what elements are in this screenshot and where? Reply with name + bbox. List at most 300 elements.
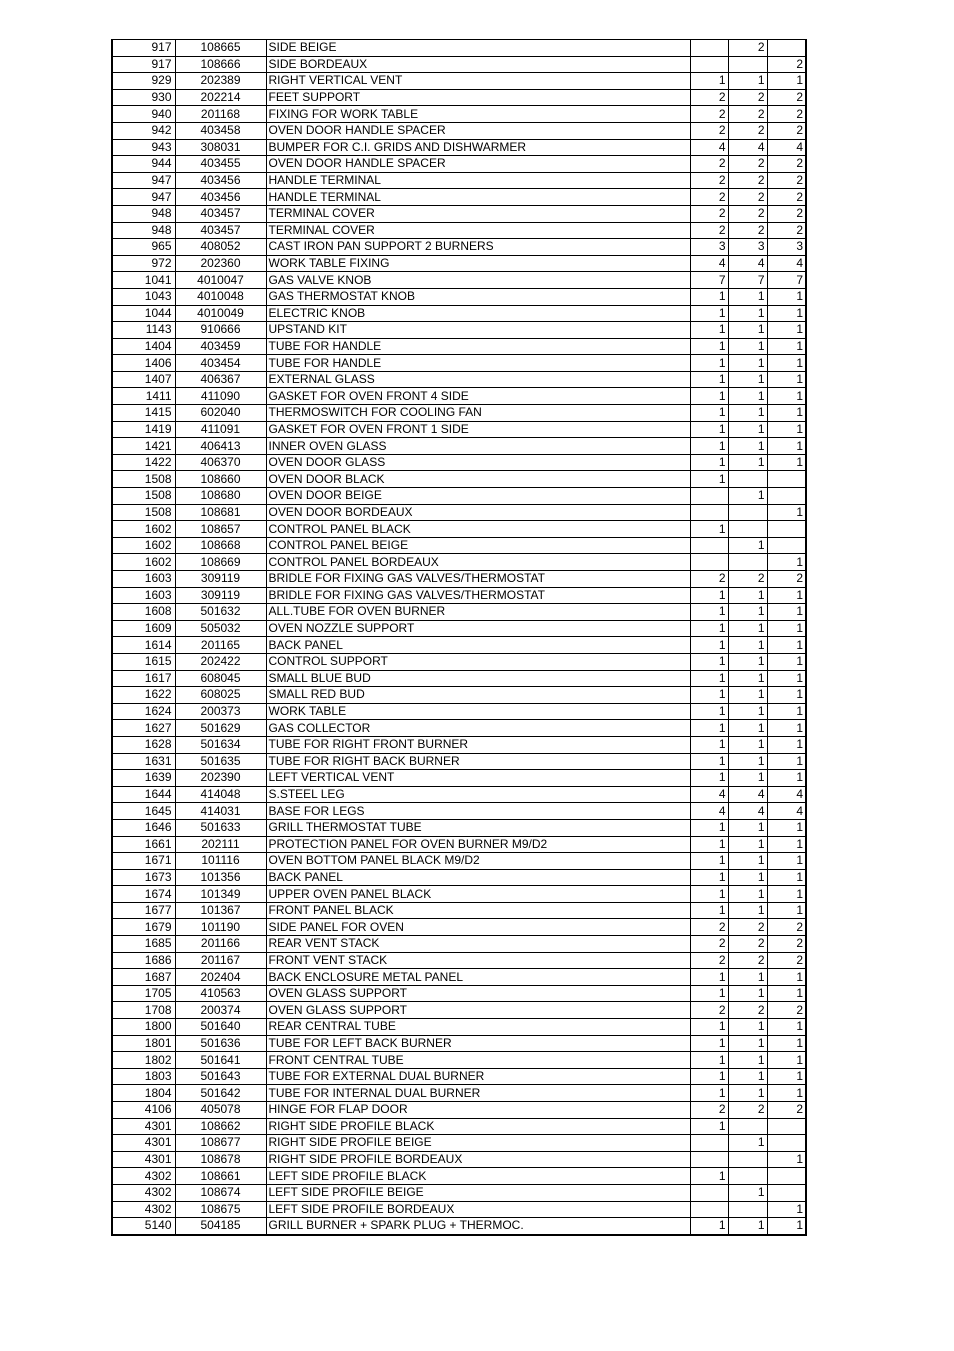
qty-bordeaux-cell: 1 xyxy=(767,1052,806,1069)
ref-number-cell: 1419 xyxy=(112,421,175,438)
qty-bordeaux-cell: 1 xyxy=(767,869,806,886)
table-row xyxy=(112,122,806,139)
qty-bordeaux-cell: 2 xyxy=(767,1002,806,1019)
qty-bordeaux-cell: 1 xyxy=(767,604,806,621)
ref-number-cell: 1407 xyxy=(112,371,175,388)
part-code-cell: 309119 xyxy=(175,571,266,588)
table-row xyxy=(112,886,806,903)
description-cell: TERMINAL COVER xyxy=(266,222,690,239)
part-code-cell: 201167 xyxy=(175,952,266,969)
description-cell: TUBE FOR HANDLE xyxy=(266,338,690,355)
qty-beige-cell: 1 xyxy=(728,405,767,422)
ref-number-cell: 917 xyxy=(112,40,175,57)
ref-number-cell: 4302 xyxy=(112,1184,175,1201)
description-cell: FRONT CENTRAL TUBE xyxy=(266,1052,690,1069)
description-cell: GRILL BURNER + SPARK PLUG + THERMOC. xyxy=(266,1218,690,1235)
part-code-cell: 202360 xyxy=(175,255,266,272)
qty-beige-cell: 1 xyxy=(728,288,767,305)
qty-beige-cell: 4 xyxy=(728,255,767,272)
qty-bordeaux-cell: 7 xyxy=(767,272,806,289)
qty-black-cell: 1 xyxy=(690,687,728,704)
qty-beige-cell: 1 xyxy=(728,853,767,870)
description-cell: FRONT VENT STACK xyxy=(266,952,690,969)
part-code-cell: 202390 xyxy=(175,770,266,787)
qty-beige-cell xyxy=(728,504,767,521)
qty-beige-cell: 1 xyxy=(728,1035,767,1052)
ref-number-cell: 1404 xyxy=(112,338,175,355)
ref-number-cell: 1801 xyxy=(112,1035,175,1052)
ref-number-cell: 1615 xyxy=(112,653,175,670)
part-code-cell: 108681 xyxy=(175,504,266,521)
qty-beige-cell: 1 xyxy=(728,1052,767,1069)
description-cell: SMALL RED BUD xyxy=(266,687,690,704)
description-cell: SIDE BORDEAUX xyxy=(266,56,690,73)
qty-black-cell: 1 xyxy=(690,869,728,886)
part-code-cell: 201168 xyxy=(175,106,266,123)
table-row xyxy=(112,172,806,189)
part-code-cell: 108662 xyxy=(175,1118,266,1135)
description-cell: SIDE BEIGE xyxy=(266,40,690,57)
qty-bordeaux-cell: 1 xyxy=(767,371,806,388)
qty-beige-cell: 1 xyxy=(728,73,767,90)
table-row xyxy=(112,504,806,521)
part-code-cell: 403458 xyxy=(175,122,266,139)
description-cell: BACK PANEL xyxy=(266,869,690,886)
part-code-cell: 410563 xyxy=(175,985,266,1002)
description-cell: WORK TABLE FIXING xyxy=(266,255,690,272)
ref-number-cell: 1603 xyxy=(112,571,175,588)
qty-beige-cell: 7 xyxy=(728,272,767,289)
ref-number-cell: 4302 xyxy=(112,1201,175,1218)
qty-black-cell: 1 xyxy=(690,853,728,870)
qty-beige-cell: 2 xyxy=(728,919,767,936)
description-cell: OVEN GLASS SUPPORT xyxy=(266,985,690,1002)
ref-number-cell: 1602 xyxy=(112,537,175,554)
table-row xyxy=(112,554,806,571)
qty-beige-cell: 1 xyxy=(728,670,767,687)
table-row xyxy=(112,521,806,538)
ref-number-cell: 1687 xyxy=(112,969,175,986)
qty-black-cell: 1 xyxy=(690,587,728,604)
part-code-cell: 202404 xyxy=(175,969,266,986)
part-code-cell: 411091 xyxy=(175,421,266,438)
qty-bordeaux-cell: 1 xyxy=(767,703,806,720)
table-row xyxy=(112,703,806,720)
qty-black-cell: 1 xyxy=(690,670,728,687)
ref-number-cell: 1679 xyxy=(112,919,175,936)
part-code-cell: 408052 xyxy=(175,239,266,256)
ref-number-cell: 1609 xyxy=(112,620,175,637)
qty-bordeaux-cell: 1 xyxy=(767,322,806,339)
table-row xyxy=(112,189,806,206)
description-cell: REAR VENT STACK xyxy=(266,936,690,953)
qty-bordeaux-cell: 1 xyxy=(767,405,806,422)
qty-beige-cell xyxy=(728,1118,767,1135)
description-cell: THERMOSWITCH FOR COOLING FAN xyxy=(266,405,690,422)
parts-table-body xyxy=(112,40,806,1235)
qty-black-cell: 2 xyxy=(690,222,728,239)
part-code-cell: 403457 xyxy=(175,205,266,222)
qty-black-cell xyxy=(690,1151,728,1168)
part-code-cell: 108661 xyxy=(175,1168,266,1185)
qty-beige-cell xyxy=(728,1201,767,1218)
table-row xyxy=(112,687,806,704)
description-cell: HANDLE TERMINAL xyxy=(266,189,690,206)
description-cell: FEET SUPPORT xyxy=(266,89,690,106)
description-cell: BACK PANEL xyxy=(266,637,690,654)
ref-number-cell: 1508 xyxy=(112,504,175,521)
description-cell: LEFT SIDE PROFILE BLACK xyxy=(266,1168,690,1185)
qty-beige-cell: 1 xyxy=(728,1085,767,1102)
parts-table xyxy=(111,39,807,1236)
ref-number-cell: 1406 xyxy=(112,355,175,372)
qty-black-cell xyxy=(690,1184,728,1201)
qty-bordeaux-cell: 2 xyxy=(767,122,806,139)
table-row xyxy=(112,969,806,986)
part-code-cell: 608025 xyxy=(175,687,266,704)
ref-number-cell: 1622 xyxy=(112,687,175,704)
qty-black-cell xyxy=(690,56,728,73)
qty-bordeaux-cell: 1 xyxy=(767,836,806,853)
qty-black-cell: 1 xyxy=(690,1168,728,1185)
qty-beige-cell: 1 xyxy=(728,388,767,405)
table-row xyxy=(112,405,806,422)
qty-bordeaux-cell: 1 xyxy=(767,587,806,604)
qty-bordeaux-cell: 1 xyxy=(767,388,806,405)
part-code-cell: 501640 xyxy=(175,1019,266,1036)
table-row xyxy=(112,471,806,488)
part-code-cell: 108674 xyxy=(175,1184,266,1201)
part-code-cell: 4010048 xyxy=(175,288,266,305)
ref-number-cell: 1411 xyxy=(112,388,175,405)
table-row xyxy=(112,537,806,554)
ref-number-cell: 4301 xyxy=(112,1151,175,1168)
ref-number-cell: 1685 xyxy=(112,936,175,953)
qty-black-cell: 1 xyxy=(690,902,728,919)
description-cell: GAS COLLECTOR xyxy=(266,720,690,737)
table-row xyxy=(112,1201,806,1218)
qty-beige-cell: 1 xyxy=(728,620,767,637)
qty-beige-cell: 2 xyxy=(728,952,767,969)
ref-number-cell: 1421 xyxy=(112,438,175,455)
description-cell: BACK ENCLOSURE METAL PANEL xyxy=(266,969,690,986)
table-row xyxy=(112,1035,806,1052)
table-row xyxy=(112,869,806,886)
qty-beige-cell: 1 xyxy=(728,869,767,886)
part-code-cell: 202389 xyxy=(175,73,266,90)
table-row xyxy=(112,985,806,1002)
qty-bordeaux-cell: 1 xyxy=(767,969,806,986)
description-cell: UPPER OVEN PANEL BLACK xyxy=(266,886,690,903)
qty-beige-cell xyxy=(728,1168,767,1185)
qty-black-cell: 1 xyxy=(690,355,728,372)
ref-number-cell: 965 xyxy=(112,239,175,256)
qty-bordeaux-cell: 1 xyxy=(767,819,806,836)
part-code-cell: 505032 xyxy=(175,620,266,637)
description-cell: CONTROL PANEL BEIGE xyxy=(266,537,690,554)
qty-bordeaux-cell: 1 xyxy=(767,620,806,637)
description-cell: RIGHT SIDE PROFILE BLACK xyxy=(266,1118,690,1135)
qty-black-cell: 2 xyxy=(690,205,728,222)
description-cell: SMALL BLUE BUD xyxy=(266,670,690,687)
qty-black-cell: 2 xyxy=(690,156,728,173)
table-row xyxy=(112,902,806,919)
qty-bordeaux-cell: 2 xyxy=(767,205,806,222)
qty-black-cell: 1 xyxy=(690,653,728,670)
ref-number-cell: 947 xyxy=(112,172,175,189)
description-cell: TUBE FOR HANDLE xyxy=(266,355,690,372)
table-row xyxy=(112,421,806,438)
qty-bordeaux-cell: 1 xyxy=(767,637,806,654)
ref-number-cell: 1671 xyxy=(112,853,175,870)
qty-bordeaux-cell: 1 xyxy=(767,1068,806,1085)
ref-number-cell: 1602 xyxy=(112,554,175,571)
qty-bordeaux-cell: 4 xyxy=(767,786,806,803)
ref-number-cell: 943 xyxy=(112,139,175,156)
part-code-cell: 101367 xyxy=(175,902,266,919)
table-row xyxy=(112,106,806,123)
description-cell: GAS THERMOSTAT KNOB xyxy=(266,288,690,305)
ref-number-cell: 1639 xyxy=(112,770,175,787)
description-cell: LEFT SIDE PROFILE BEIGE xyxy=(266,1184,690,1201)
part-code-cell: 405078 xyxy=(175,1102,266,1119)
part-code-cell: 501643 xyxy=(175,1068,266,1085)
table-row xyxy=(112,736,806,753)
table-row xyxy=(112,819,806,836)
table-row xyxy=(112,205,806,222)
qty-bordeaux-cell xyxy=(767,521,806,538)
part-code-cell: 101190 xyxy=(175,919,266,936)
table-row xyxy=(112,438,806,455)
qty-beige-cell: 1 xyxy=(728,488,767,505)
ref-number-cell: 1686 xyxy=(112,952,175,969)
qty-beige-cell: 1 xyxy=(728,454,767,471)
part-code-cell: 108678 xyxy=(175,1151,266,1168)
qty-bordeaux-cell: 4 xyxy=(767,803,806,820)
ref-number-cell: 1608 xyxy=(112,604,175,621)
description-cell: WORK TABLE xyxy=(266,703,690,720)
ref-number-cell: 1415 xyxy=(112,405,175,422)
qty-bordeaux-cell: 2 xyxy=(767,919,806,936)
qty-beige-cell: 2 xyxy=(728,1002,767,1019)
qty-beige-cell: 4 xyxy=(728,803,767,820)
description-cell: FIXING FOR WORK TABLE xyxy=(266,106,690,123)
table-row xyxy=(112,322,806,339)
table-row xyxy=(112,952,806,969)
description-cell: RIGHT SIDE PROFILE BEIGE xyxy=(266,1135,690,1152)
part-code-cell: 202214 xyxy=(175,89,266,106)
qty-bordeaux-cell: 1 xyxy=(767,504,806,521)
part-code-cell: 406370 xyxy=(175,454,266,471)
qty-bordeaux-cell: 3 xyxy=(767,239,806,256)
qty-beige-cell xyxy=(728,521,767,538)
qty-bordeaux-cell: 4 xyxy=(767,139,806,156)
ref-number-cell: 917 xyxy=(112,56,175,73)
table-row xyxy=(112,770,806,787)
qty-beige-cell: 4 xyxy=(728,786,767,803)
qty-beige-cell: 1 xyxy=(728,886,767,903)
qty-beige-cell: 1 xyxy=(728,1135,767,1152)
qty-black-cell: 1 xyxy=(690,753,728,770)
qty-bordeaux-cell: 1 xyxy=(767,985,806,1002)
ref-number-cell: 948 xyxy=(112,205,175,222)
qty-black-cell: 1 xyxy=(690,637,728,654)
part-code-cell: 501642 xyxy=(175,1085,266,1102)
description-cell: HINGE FOR FLAP DOOR xyxy=(266,1102,690,1119)
qty-black-cell: 1 xyxy=(690,770,728,787)
table-row xyxy=(112,239,806,256)
part-code-cell: 201166 xyxy=(175,936,266,953)
description-cell: EXTERNAL GLASS xyxy=(266,371,690,388)
description-cell: SIDE PANEL FOR OVEN xyxy=(266,919,690,936)
qty-bordeaux-cell: 2 xyxy=(767,222,806,239)
part-code-cell: 309119 xyxy=(175,587,266,604)
table-row xyxy=(112,156,806,173)
qty-black-cell: 1 xyxy=(690,338,728,355)
table-row xyxy=(112,89,806,106)
qty-bordeaux-cell: 1 xyxy=(767,288,806,305)
description-cell: UPSTAND KIT xyxy=(266,322,690,339)
qty-black-cell: 2 xyxy=(690,952,728,969)
qty-bordeaux-cell xyxy=(767,471,806,488)
ref-number-cell: 1508 xyxy=(112,471,175,488)
description-cell: OVEN DOOR BEIGE xyxy=(266,488,690,505)
table-row xyxy=(112,1118,806,1135)
description-cell: REAR CENTRAL TUBE xyxy=(266,1019,690,1036)
table-row xyxy=(112,355,806,372)
qty-bordeaux-cell xyxy=(767,537,806,554)
part-code-cell: 101116 xyxy=(175,853,266,870)
part-code-cell: 406413 xyxy=(175,438,266,455)
description-cell: RIGHT SIDE PROFILE BORDEAUX xyxy=(266,1151,690,1168)
description-cell: BUMPER FOR C.I. GRIDS AND DISHWARMER xyxy=(266,139,690,156)
ref-number-cell: 1628 xyxy=(112,736,175,753)
qty-beige-cell: 1 xyxy=(728,703,767,720)
qty-bordeaux-cell xyxy=(767,1135,806,1152)
qty-black-cell: 1 xyxy=(690,521,728,538)
qty-black-cell: 1 xyxy=(690,1068,728,1085)
part-code-cell: 504185 xyxy=(175,1218,266,1235)
ref-number-cell: 1674 xyxy=(112,886,175,903)
qty-beige-cell: 2 xyxy=(728,172,767,189)
ref-number-cell: 1603 xyxy=(112,587,175,604)
part-code-cell: 501636 xyxy=(175,1035,266,1052)
qty-beige-cell: 1 xyxy=(728,305,767,322)
qty-beige-cell: 2 xyxy=(728,106,767,123)
table-row xyxy=(112,1019,806,1036)
qty-bordeaux-cell: 1 xyxy=(767,720,806,737)
table-row xyxy=(112,1135,806,1152)
part-code-cell: 501641 xyxy=(175,1052,266,1069)
description-cell: OVEN DOOR BORDEAUX xyxy=(266,504,690,521)
table-row xyxy=(112,305,806,322)
qty-beige-cell: 2 xyxy=(728,936,767,953)
part-code-cell: 108666 xyxy=(175,56,266,73)
description-cell: INNER OVEN GLASS xyxy=(266,438,690,455)
table-row xyxy=(112,1218,806,1235)
ref-number-cell: 1043 xyxy=(112,288,175,305)
qty-black-cell: 1 xyxy=(690,438,728,455)
description-cell: GASKET FOR OVEN FRONT 4 SIDE xyxy=(266,388,690,405)
qty-bordeaux-cell: 1 xyxy=(767,1035,806,1052)
table-row xyxy=(112,1002,806,1019)
qty-beige-cell: 1 xyxy=(728,770,767,787)
qty-beige-cell: 1 xyxy=(728,653,767,670)
qty-black-cell: 2 xyxy=(690,936,728,953)
ref-number-cell: 1802 xyxy=(112,1052,175,1069)
part-code-cell: 501632 xyxy=(175,604,266,621)
qty-beige-cell xyxy=(728,1151,767,1168)
qty-bordeaux-cell: 1 xyxy=(767,1085,806,1102)
qty-beige-cell: 2 xyxy=(728,222,767,239)
part-code-cell: 501635 xyxy=(175,753,266,770)
qty-beige-cell: 4 xyxy=(728,139,767,156)
ref-number-cell: 944 xyxy=(112,156,175,173)
qty-beige-cell: 1 xyxy=(728,322,767,339)
qty-bordeaux-cell: 2 xyxy=(767,172,806,189)
part-code-cell: 4010049 xyxy=(175,305,266,322)
description-cell: CAST IRON PAN SUPPORT 2 BURNERS xyxy=(266,239,690,256)
qty-black-cell xyxy=(690,1201,728,1218)
description-cell: CONTROL SUPPORT xyxy=(266,653,690,670)
table-row xyxy=(112,1184,806,1201)
qty-beige-cell xyxy=(728,554,767,571)
qty-beige-cell: 2 xyxy=(728,156,767,173)
table-row xyxy=(112,272,806,289)
table-row xyxy=(112,587,806,604)
qty-black-cell: 1 xyxy=(690,288,728,305)
qty-bordeaux-cell: 1 xyxy=(767,670,806,687)
qty-beige-cell: 3 xyxy=(728,239,767,256)
part-code-cell: 403454 xyxy=(175,355,266,372)
qty-black-cell: 1 xyxy=(690,819,728,836)
table-row xyxy=(112,653,806,670)
qty-black-cell: 4 xyxy=(690,786,728,803)
qty-bordeaux-cell: 1 xyxy=(767,1151,806,1168)
part-code-cell: 411090 xyxy=(175,388,266,405)
ref-number-cell: 1041 xyxy=(112,272,175,289)
qty-bordeaux-cell xyxy=(767,1184,806,1201)
ref-number-cell: 1617 xyxy=(112,670,175,687)
part-code-cell: 403455 xyxy=(175,156,266,173)
part-code-cell: 202422 xyxy=(175,653,266,670)
qty-bordeaux-cell: 4 xyxy=(767,255,806,272)
qty-beige-cell: 1 xyxy=(728,421,767,438)
part-code-cell: 108657 xyxy=(175,521,266,538)
table-row xyxy=(112,620,806,637)
ref-number-cell: 1804 xyxy=(112,1085,175,1102)
table-row xyxy=(112,388,806,405)
table-row xyxy=(112,139,806,156)
part-code-cell: 602040 xyxy=(175,405,266,422)
qty-beige-cell: 1 xyxy=(728,1218,767,1235)
ref-number-cell: 1602 xyxy=(112,521,175,538)
ref-number-cell: 1614 xyxy=(112,637,175,654)
table-row xyxy=(112,1068,806,1085)
ref-number-cell: 947 xyxy=(112,189,175,206)
qty-black-cell: 1 xyxy=(690,1118,728,1135)
qty-beige-cell: 1 xyxy=(728,902,767,919)
qty-bordeaux-cell: 2 xyxy=(767,936,806,953)
qty-black-cell: 1 xyxy=(690,886,728,903)
part-code-cell: 910666 xyxy=(175,322,266,339)
qty-beige-cell: 1 xyxy=(728,1019,767,1036)
description-cell: TERMINAL COVER xyxy=(266,205,690,222)
qty-beige-cell: 1 xyxy=(728,687,767,704)
table-row xyxy=(112,1085,806,1102)
part-code-cell: 108677 xyxy=(175,1135,266,1152)
part-code-cell: 406367 xyxy=(175,371,266,388)
